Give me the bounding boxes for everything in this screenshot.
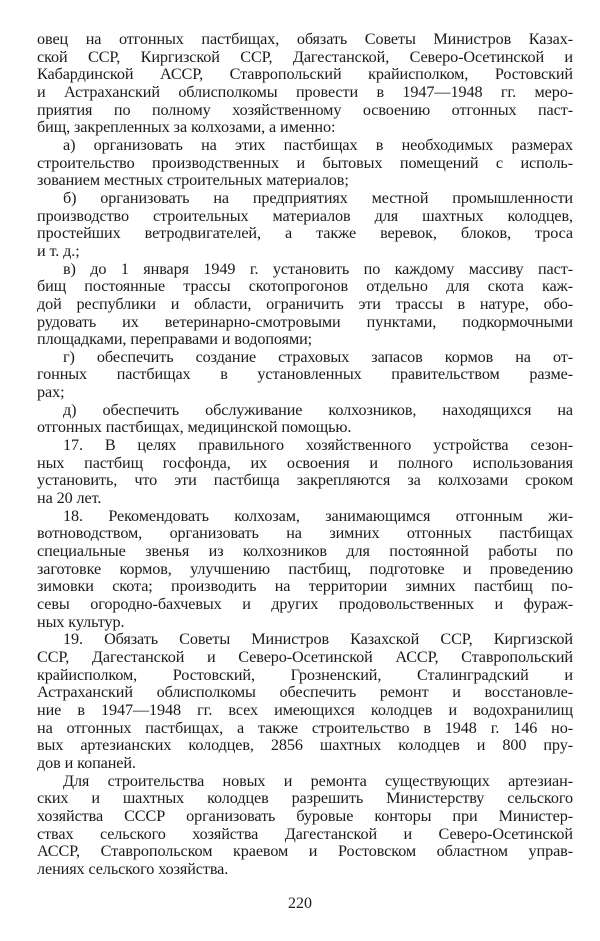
text-line: простейших ветродвигателей, а также веревок, блоков, троса xyxy=(37,224,573,243)
text-line: Кабардинской АССР, Ставропольский крайисполком, Ростовский xyxy=(37,65,573,84)
text-line: д) обеспечить обслуживание колхозников, находящихся на xyxy=(63,400,573,419)
text-line: ных культур. xyxy=(37,612,125,631)
text-line: установить, что эти пастбища закрепляются за колхозами сроком xyxy=(37,471,573,490)
text-line: ных пастбищ госфонда, их освоения и полного использования xyxy=(37,453,573,472)
text-line: 17. В целях правильного хозяйственного устройства сезон- xyxy=(63,436,573,455)
text-line: севы огородно-бахчевых и других продовольственных и фураж- xyxy=(37,595,573,613)
text-line: ССР, Дагестанской и Северо-Осетинской АССР, Ставропольский xyxy=(37,647,573,666)
text-line: 19. Обязать Советы Министров Казахской ССР, Киргизской xyxy=(63,630,573,649)
text-line: хозяйства СССР организовать буровые конторы при Министер- xyxy=(37,806,573,825)
text-line: крайисполком, Ростовский, Грозненский, Сталинградский и xyxy=(37,665,573,684)
text-line: в) до 1 января 1949 г. установить по каждому массиву паст- xyxy=(63,259,573,278)
page-number: 220 xyxy=(288,895,312,912)
document-body xyxy=(37,31,573,879)
text-line: бищ постоянные трассы скотопрогонов отдельно для скота каж- xyxy=(37,277,573,296)
text-line: ние в 1947—1948 гг. всех имеющихся колодцев и водохранилищ xyxy=(37,700,573,719)
text-line: АССР, Ставропольском краевом и Ростовском областном управ- xyxy=(37,842,573,861)
text-line: специальные звенья из колхозников для постоянной работы по xyxy=(37,542,573,561)
text-line: зованием местных строительных материалов; xyxy=(37,171,349,190)
paragraph xyxy=(37,190,573,261)
text-line: заготовке кормов, улучшению пастбищ, подготовке и проведению xyxy=(37,559,573,578)
text-line: на отгонных пастбищах, а также строительство в 1948 г. 146 но- xyxy=(37,718,573,737)
text-line: рах; xyxy=(37,383,65,402)
paragraph xyxy=(37,402,573,437)
text-line: ской ССР, Киргизской ССР, Дагестанской, Северо-Осетинской и xyxy=(37,47,573,66)
text-line: Астраханский облисполкомы обеспечить ремонт и восстановле- xyxy=(37,683,573,702)
text-line: рудовать их ветеринарно-смотровыми пунктами, подкормочными xyxy=(37,312,573,331)
text-line: и т. д.; xyxy=(37,241,80,260)
text-line: дой республики и области, ограничить эти трассы в натуре, обо- xyxy=(37,294,573,313)
text-line: бищ, закрепленных за колхозами, а именно: xyxy=(37,118,336,137)
text-line: ствах сельского хозяйства Дагестанской и Северо-Осетинской xyxy=(37,824,573,843)
paragraph xyxy=(37,773,573,879)
paragraph xyxy=(37,437,573,508)
text-line: дов и копаней. xyxy=(37,753,136,772)
text-line: и Астраханский облисполкомы провести в 1947—1948 гг. меро- xyxy=(37,82,573,101)
text-line: овец на отгонных пастбищах, обязать Советы Министров Казах- xyxy=(37,30,573,48)
text-line: Для строительства новых и ремонта существующих артезиан- xyxy=(63,771,573,790)
text-line: гонных пастбищах в установленных правительством разме- xyxy=(37,365,573,384)
text-line: на 20 лет. xyxy=(37,489,102,508)
paragraph xyxy=(37,31,573,137)
text-line: строительство производственных и бытовых помещений с исполь- xyxy=(37,153,573,172)
text-line: лениях сельского хозяйства. xyxy=(37,859,229,878)
paragraph xyxy=(37,631,573,772)
text-line: вых артезианских колодцев, 2856 шахтных колодцев и 800 пру- xyxy=(37,736,573,755)
text-line: отгонных пастбищах, медицинской помощью. xyxy=(37,418,352,437)
text-line: ских и шахтных колодцев разрешить Министерству сельского xyxy=(37,789,573,808)
text-line: а) организовать на этих пастбищах в необходимых размерах xyxy=(63,135,573,154)
paragraph xyxy=(37,261,573,349)
text-line: зимовки скота; производить на территории зимних пастбищ по- xyxy=(37,577,573,596)
paragraph xyxy=(37,349,573,402)
text-line: б) организовать на предприятиях местной промышленности xyxy=(63,188,573,207)
paragraph xyxy=(37,137,573,190)
text-line: 18. Рекомендовать колхозам, занимающимся отгонным жи- xyxy=(63,506,573,525)
text-line: г) обеспечить создание страховых запасов кормов на от- xyxy=(63,347,573,366)
text-line: производство строительных материалов для шахтных колодцев, xyxy=(37,206,573,225)
text-line: вотноводством, организовать на зимних отгонных пастбищах xyxy=(37,524,573,543)
text-line: приятия по полному хозяйственному освоению отгонных паст- xyxy=(37,100,573,119)
text-line: площадками, переправами и водопоями; xyxy=(37,330,313,349)
paragraph xyxy=(37,508,573,632)
